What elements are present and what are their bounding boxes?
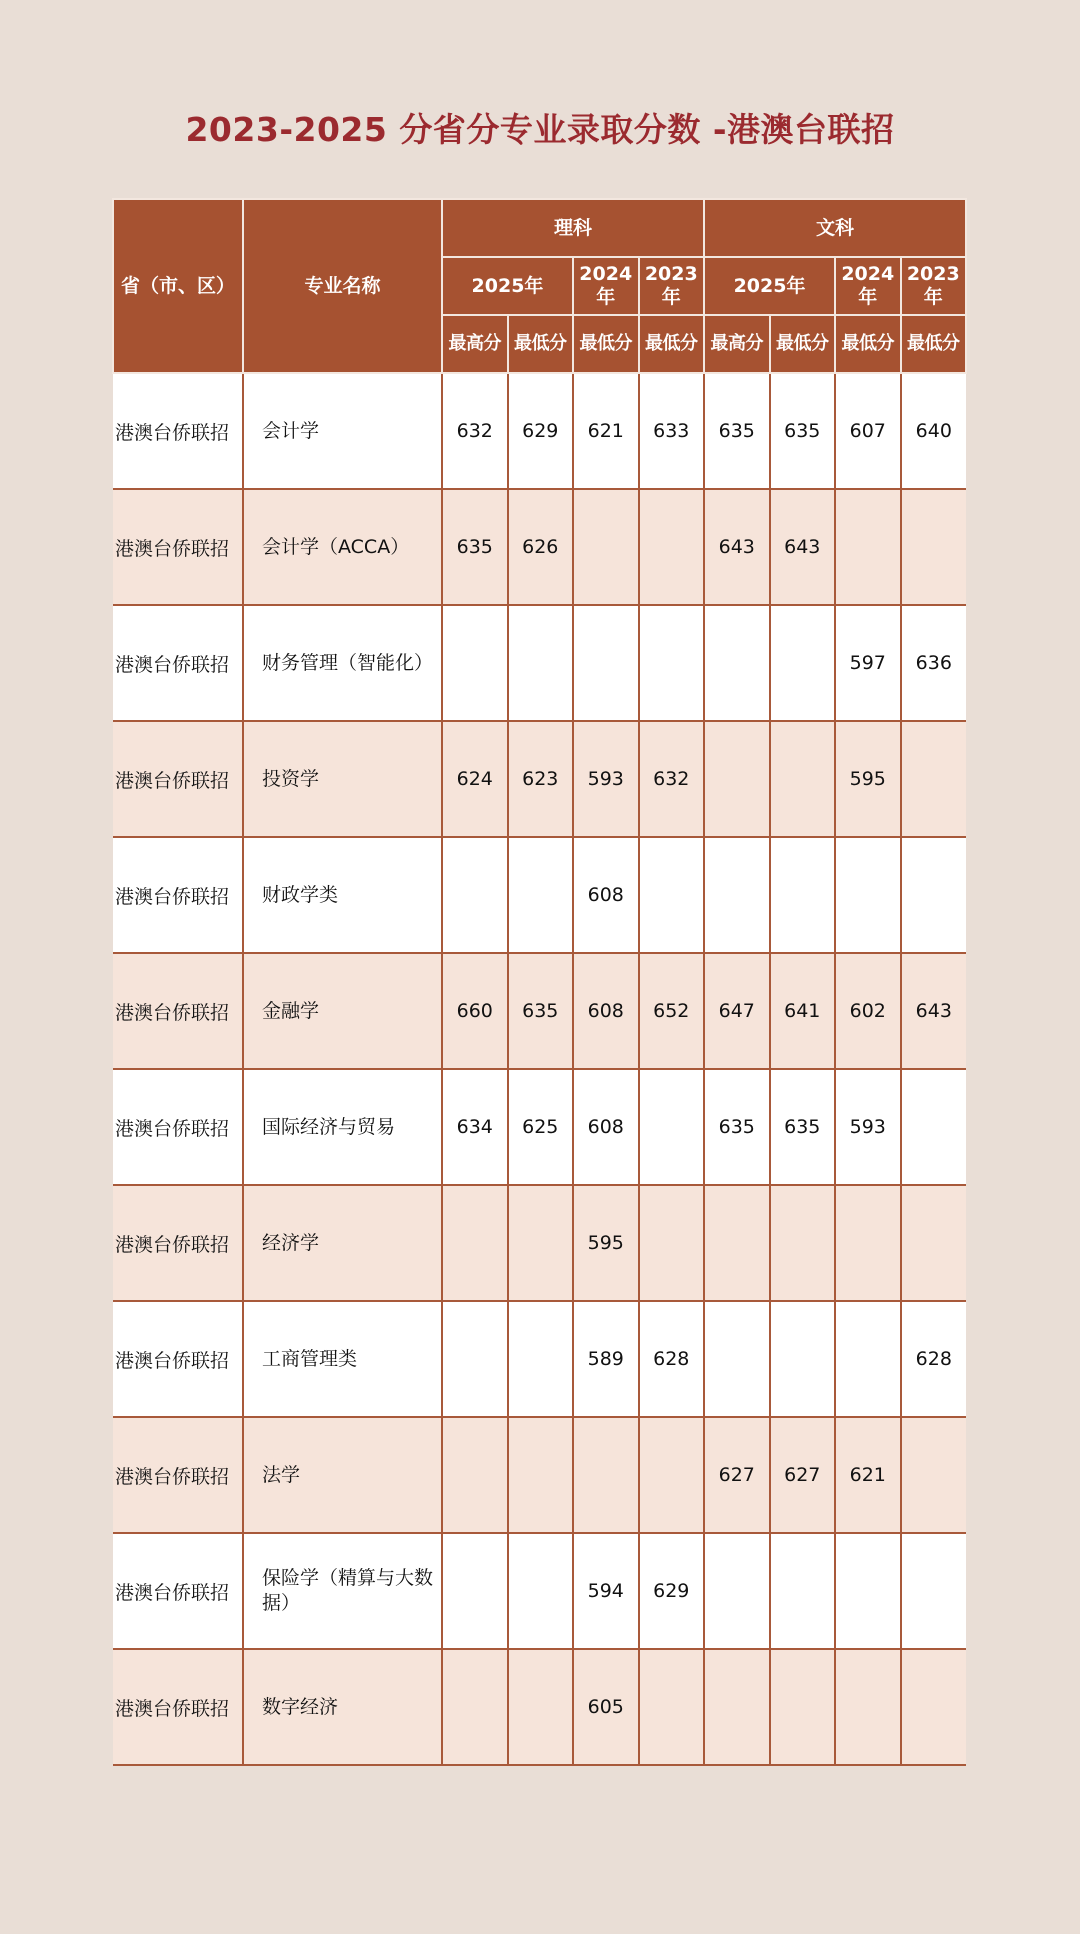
cell-liberal-2025-min: 627 [770,1417,836,1533]
cell-science-2025-max [442,1649,508,1765]
table-row [113,1649,966,1765]
cell-science-2023-min [639,1649,705,1765]
cell-science-2024-min: 595 [573,1185,639,1301]
cell-liberal-2024-min [835,1185,901,1301]
cell-liberal-2025-max [704,1185,770,1301]
cell-liberal-2024-min [835,1649,901,1765]
cell-science-2025-min [508,1185,574,1301]
cell-science-2025-min: 626 [508,489,574,605]
cell-province: 港澳台侨联招 [113,605,243,721]
table-row [113,1185,966,1301]
cell-liberal-2025-max [704,605,770,721]
cell-liberal-2024-min: 597 [835,605,901,721]
header-science-2023: 2023年 [639,257,705,315]
cell-liberal-2023-min [901,1069,967,1185]
header-liberal-2025: 2025年 [704,257,835,315]
cell-science-2025-min [508,1301,574,1417]
cell-liberal-2023-min: 636 [901,605,967,721]
header-science-2024: 2024年 [573,257,639,315]
cell-liberal-2025-max [704,721,770,837]
table-row [113,373,966,489]
cell-province: 港澳台侨联招 [113,1533,243,1649]
cell-science-2025-max: 660 [442,953,508,1069]
table-row [113,721,966,837]
cell-science-2025-min: 623 [508,721,574,837]
cell-science-2024-min: 589 [573,1301,639,1417]
cell-liberal-2025-min [770,1649,836,1765]
cell-liberal-2025-min: 635 [770,1069,836,1185]
cell-science-2024-min: 608 [573,953,639,1069]
cell-liberal-2025-max: 627 [704,1417,770,1533]
header-liberal-2024: 2024年 [835,257,901,315]
cell-science-2025-max [442,1185,508,1301]
cell-province: 港澳台侨联招 [113,953,243,1069]
cell-science-2024-min [573,1417,639,1533]
header-liberal-2025-max: 最高分 [704,315,770,373]
cell-liberal-2023-min: 628 [901,1301,967,1417]
header-liberal: 文科 [704,199,966,257]
cell-science-2025-max: 624 [442,721,508,837]
header-science-2025: 2025年 [442,257,573,315]
cell-science-2023-min: 628 [639,1301,705,1417]
table-row [113,1533,966,1649]
cell-liberal-2025-max: 647 [704,953,770,1069]
cell-science-2023-min: 629 [639,1533,705,1649]
cell-liberal-2024-min: 602 [835,953,901,1069]
cell-liberal-2025-min: 641 [770,953,836,1069]
cell-science-2025-min [508,1417,574,1533]
header-science-2025-max: 最高分 [442,315,508,373]
cell-science-2024-min: 593 [573,721,639,837]
cell-liberal-2024-min [835,489,901,605]
cell-liberal-2024-min: 595 [835,721,901,837]
cell-science-2023-min [639,1185,705,1301]
table-row [113,1069,966,1185]
header-science-2024-min: 最低分 [573,315,639,373]
cell-liberal-2023-min [901,721,967,837]
cell-province: 港澳台侨联招 [113,1417,243,1533]
header-major: 专业名称 [243,199,442,373]
cell-science-2025-min: 635 [508,953,574,1069]
table-row [113,605,966,721]
cell-science-2025-max [442,837,508,953]
cell-science-2024-min: 608 [573,837,639,953]
cell-liberal-2025-max: 635 [704,1069,770,1185]
cell-science-2024-min [573,605,639,721]
cell-major: 财务管理（智能化） [243,605,442,721]
cell-liberal-2024-min: 607 [835,373,901,489]
cell-liberal-2025-min [770,837,836,953]
cell-liberal-2024-min [835,1301,901,1417]
cell-science-2025-min [508,1649,574,1765]
cell-science-2025-max: 635 [442,489,508,605]
cell-liberal-2024-min: 593 [835,1069,901,1185]
cell-major: 保险学（精算与大数据） [243,1533,442,1649]
cell-science-2023-min [639,1069,705,1185]
cell-science-2025-max [442,1533,508,1649]
header-science-2023-min: 最低分 [639,315,705,373]
header-science: 理科 [442,199,704,257]
cell-science-2025-min [508,605,574,721]
cell-liberal-2025-min [770,721,836,837]
cell-liberal-2024-min [835,1533,901,1649]
cell-major: 财政学类 [243,837,442,953]
cell-liberal-2023-min: 640 [901,373,967,489]
cell-science-2025-max [442,605,508,721]
cell-liberal-2025-min [770,1301,836,1417]
cell-liberal-2025-max [704,1533,770,1649]
cell-province: 港澳台侨联招 [113,1185,243,1301]
cell-liberal-2025-max: 643 [704,489,770,605]
cell-province: 港澳台侨联招 [113,837,243,953]
cell-science-2023-min [639,605,705,721]
cell-major: 会计学 [243,373,442,489]
cell-province: 港澳台侨联招 [113,1301,243,1417]
cell-liberal-2023-min [901,1417,967,1533]
cell-science-2024-min: 621 [573,373,639,489]
cell-liberal-2023-min [901,1533,967,1649]
cell-science-2025-max [442,1417,508,1533]
cell-liberal-2025-min: 635 [770,373,836,489]
table-row [113,837,966,953]
admission-scores-table [112,198,967,1766]
cell-science-2025-max: 634 [442,1069,508,1185]
cell-science-2025-max [442,1301,508,1417]
cell-province: 港澳台侨联招 [113,1649,243,1765]
cell-liberal-2025-max [704,837,770,953]
cell-major: 金融学 [243,953,442,1069]
header-liberal-2023-min: 最低分 [901,315,967,373]
cell-major: 数字经济 [243,1649,442,1765]
cell-major: 投资学 [243,721,442,837]
cell-liberal-2025-max [704,1649,770,1765]
cell-science-2023-min [639,489,705,605]
cell-liberal-2025-min [770,605,836,721]
cell-liberal-2024-min: 621 [835,1417,901,1533]
cell-province: 港澳台侨联招 [113,721,243,837]
cell-science-2025-max: 632 [442,373,508,489]
header-liberal-2025-min: 最低分 [770,315,836,373]
cell-liberal-2023-min [901,1649,967,1765]
cell-liberal-2023-min: 643 [901,953,967,1069]
cell-science-2024-min: 608 [573,1069,639,1185]
header-liberal-2024-min: 最低分 [835,315,901,373]
cell-science-2023-min: 633 [639,373,705,489]
cell-liberal-2023-min [901,1185,967,1301]
cell-liberal-2023-min [901,489,967,605]
cell-liberal-2025-min [770,1533,836,1649]
cell-liberal-2024-min [835,837,901,953]
cell-science-2025-min [508,837,574,953]
table-body [113,373,966,1765]
header-liberal-2023: 2023年 [901,257,967,315]
cell-liberal-2025-max [704,1301,770,1417]
cell-science-2023-min: 632 [639,721,705,837]
cell-science-2025-min [508,1533,574,1649]
table-row [113,1301,966,1417]
cell-science-2024-min: 594 [573,1533,639,1649]
cell-province: 港澳台侨联招 [113,489,243,605]
cell-liberal-2025-min [770,1185,836,1301]
cell-liberal-2025-min: 643 [770,489,836,605]
header-province: 省（市、区） [113,199,243,373]
cell-science-2023-min [639,1417,705,1533]
cell-major: 经济学 [243,1185,442,1301]
cell-science-2024-min [573,489,639,605]
cell-science-2025-min: 629 [508,373,574,489]
cell-major: 国际经济与贸易 [243,1069,442,1185]
cell-province: 港澳台侨联招 [113,1069,243,1185]
cell-major: 工商管理类 [243,1301,442,1417]
table-row [113,953,966,1069]
cell-science-2024-min: 605 [573,1649,639,1765]
cell-science-2025-min: 625 [508,1069,574,1185]
table-row [113,489,966,605]
cell-liberal-2025-max: 635 [704,373,770,489]
cell-liberal-2023-min [901,837,967,953]
cell-science-2023-min [639,837,705,953]
cell-major: 法学 [243,1417,442,1533]
cell-science-2023-min: 652 [639,953,705,1069]
table-row [113,1417,966,1533]
cell-province: 港澳台侨联招 [113,373,243,489]
header-science-2025-min: 最低分 [508,315,574,373]
cell-major: 会计学（ACCA） [243,489,442,605]
page-title: 2023-2025 分省分专业录取分数 -港澳台联招 [185,110,895,149]
